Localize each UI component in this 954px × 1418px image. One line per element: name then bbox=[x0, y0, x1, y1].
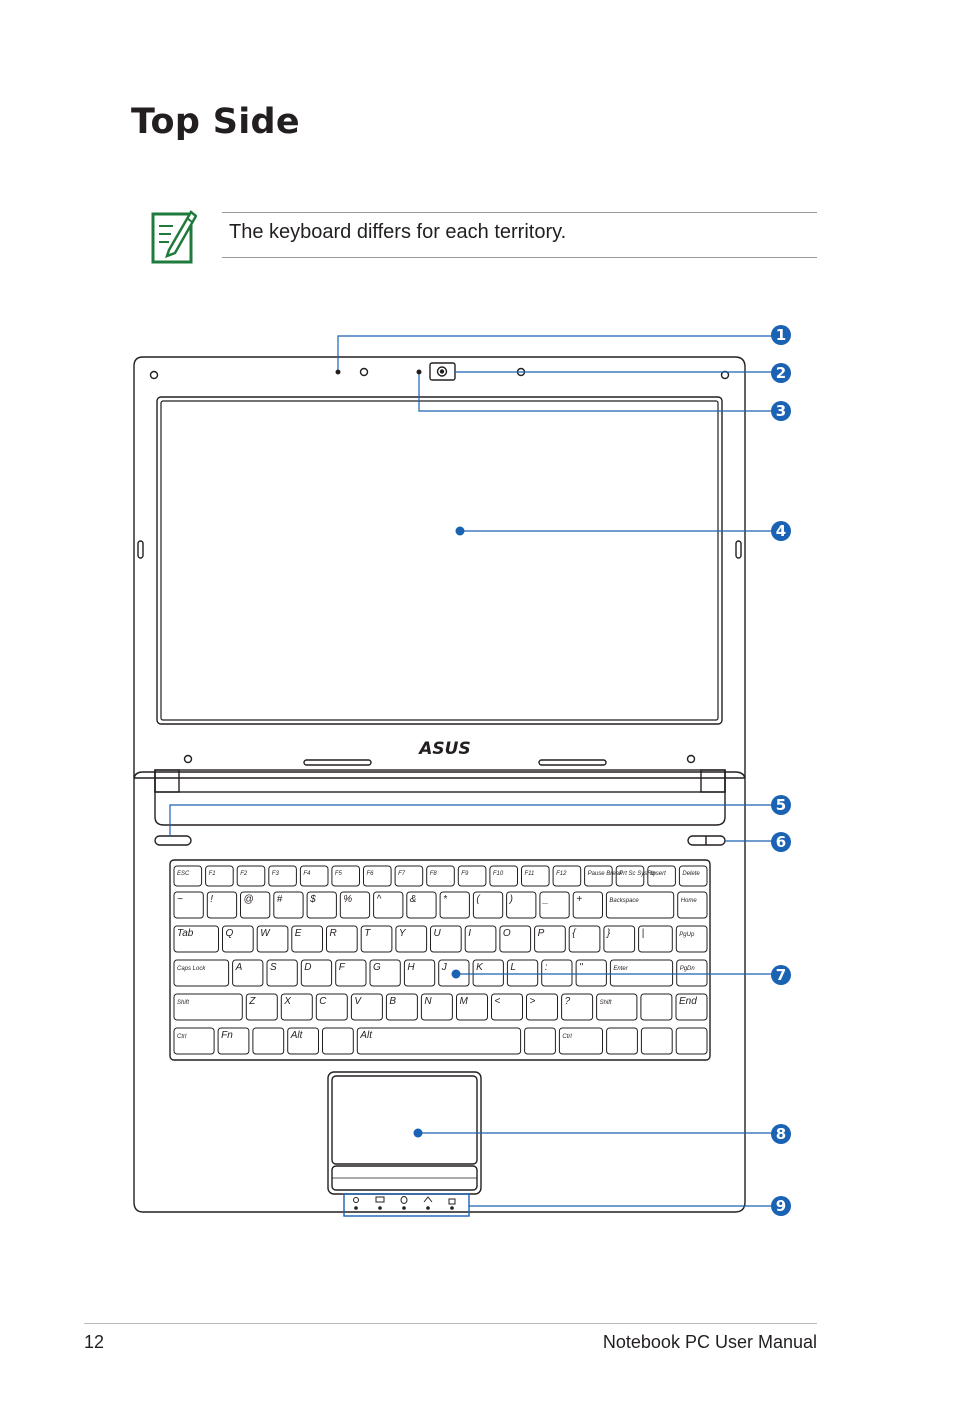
key bbox=[597, 994, 637, 1020]
key bbox=[641, 1028, 672, 1054]
key-label: > bbox=[529, 996, 536, 1007]
laptop-base bbox=[134, 772, 745, 1212]
key-label: W bbox=[260, 928, 270, 939]
key-label: _ bbox=[542, 894, 549, 905]
key bbox=[677, 960, 707, 986]
callout-9: 9 bbox=[775, 1197, 787, 1215]
key-label: Alt bbox=[360, 1030, 372, 1041]
footer-rule bbox=[84, 1323, 817, 1324]
key-label: F10 bbox=[492, 871, 504, 877]
key-label: : bbox=[544, 962, 548, 973]
display-lid bbox=[134, 357, 745, 778]
key-label: F7 bbox=[398, 871, 406, 877]
key-label: $ bbox=[310, 894, 316, 905]
key-label: X bbox=[284, 996, 291, 1007]
key-label: ? bbox=[564, 996, 571, 1007]
key-label: Shift bbox=[177, 1000, 190, 1006]
key-label: J bbox=[441, 962, 447, 973]
key-label: Z bbox=[249, 996, 256, 1007]
key-label: PgUp bbox=[679, 932, 695, 938]
key-label: F1 bbox=[208, 871, 216, 877]
key-label: @ bbox=[243, 894, 254, 905]
key bbox=[174, 1028, 214, 1054]
key-label: Enter bbox=[613, 966, 628, 972]
manual-title: Notebook PC User Manual bbox=[602, 1332, 817, 1352]
key-label: Y bbox=[398, 928, 406, 939]
touchpad-pointer bbox=[414, 1129, 423, 1138]
callout-1: 1 bbox=[775, 326, 787, 344]
key-label: | bbox=[641, 928, 645, 939]
key-label: Caps Lock bbox=[177, 966, 206, 972]
key-label: A bbox=[235, 962, 243, 973]
touchpad bbox=[332, 1076, 477, 1164]
key-label: Ctrl bbox=[562, 1034, 572, 1040]
lid-side-bumper-left bbox=[138, 541, 143, 558]
key-label: E bbox=[294, 928, 302, 939]
key-label: Backspace bbox=[609, 898, 639, 904]
key-label: D bbox=[304, 962, 312, 973]
key-label: " bbox=[579, 962, 583, 973]
key-label: ) bbox=[509, 894, 513, 905]
key bbox=[253, 1028, 284, 1054]
key bbox=[676, 926, 707, 952]
key-label: Fn bbox=[221, 1030, 233, 1041]
key-label: N bbox=[424, 996, 432, 1007]
key-label: Prt Sc SysRq bbox=[619, 871, 655, 877]
key-label: ( bbox=[476, 894, 480, 905]
key-label: < bbox=[494, 996, 501, 1007]
key-label: Insert bbox=[650, 871, 666, 877]
hinge-bar bbox=[155, 770, 725, 792]
key bbox=[678, 892, 707, 918]
key bbox=[641, 994, 672, 1020]
key-label: PgDn bbox=[679, 966, 695, 972]
key-label: S bbox=[270, 962, 277, 973]
key-label: Tab bbox=[177, 928, 194, 939]
camera-indicator bbox=[417, 370, 421, 374]
lid-bumper-left bbox=[151, 372, 158, 379]
microphone bbox=[336, 370, 340, 374]
key-label: Pause Break bbox=[587, 871, 622, 877]
key-label: Q bbox=[225, 928, 234, 939]
callout-3: 3 bbox=[775, 402, 787, 420]
key-label: Shift bbox=[599, 1000, 612, 1006]
key bbox=[559, 1028, 602, 1054]
key-label: Ctrl bbox=[177, 1034, 187, 1040]
key bbox=[606, 892, 673, 918]
key-label: L bbox=[510, 962, 516, 973]
key-label: O bbox=[502, 928, 511, 939]
key-label: ~ bbox=[177, 894, 183, 905]
callout-2: 2 bbox=[775, 364, 787, 382]
key-label: Delete bbox=[682, 871, 700, 877]
key-label: C bbox=[319, 996, 327, 1007]
key bbox=[174, 994, 242, 1020]
page-title: Top Side bbox=[131, 102, 300, 142]
key bbox=[676, 1028, 707, 1054]
key-label: F12 bbox=[556, 871, 567, 877]
key bbox=[357, 1028, 520, 1054]
key-label: M bbox=[459, 996, 468, 1007]
lid-side-bumper-right bbox=[736, 541, 741, 558]
key-label: F bbox=[338, 962, 345, 973]
key bbox=[610, 960, 672, 986]
key-label: I bbox=[468, 928, 471, 939]
key-label: # bbox=[276, 894, 283, 905]
power-button bbox=[155, 836, 191, 845]
key-label: F9 bbox=[461, 871, 469, 877]
key-label: F6 bbox=[366, 871, 374, 877]
key-label: % bbox=[343, 894, 353, 905]
display-pointer bbox=[456, 527, 465, 536]
key-label: V bbox=[354, 996, 362, 1007]
key-label: } bbox=[606, 928, 611, 939]
key-label: & bbox=[409, 894, 417, 905]
key-label: { bbox=[572, 928, 576, 939]
key-label: F3 bbox=[271, 871, 279, 877]
key-label: ! bbox=[210, 894, 214, 905]
key-label: K bbox=[476, 962, 483, 973]
asus-logo: ASUS bbox=[419, 739, 471, 759]
callout-4: 4 bbox=[775, 522, 787, 540]
display-panel bbox=[161, 401, 718, 720]
callout-6: 6 bbox=[775, 833, 787, 851]
keyboard-pointer bbox=[452, 970, 461, 979]
key-label: T bbox=[364, 928, 371, 939]
callout-8: 8 bbox=[775, 1125, 787, 1143]
callout-line-1 bbox=[338, 336, 772, 370]
key bbox=[323, 1028, 354, 1054]
key-label: H bbox=[407, 962, 415, 973]
key-label: F4 bbox=[303, 871, 311, 877]
key-label: F2 bbox=[240, 871, 248, 877]
key-label: Alt bbox=[290, 1030, 303, 1041]
key-label: P bbox=[537, 928, 545, 939]
callout-line-3 bbox=[419, 374, 772, 411]
note-text: The keyboard differs for each territory. bbox=[229, 221, 567, 243]
key-label: B bbox=[389, 996, 397, 1007]
key-label: End bbox=[679, 996, 697, 1007]
key bbox=[174, 960, 229, 986]
key-label: F11 bbox=[524, 871, 535, 877]
key-label: F8 bbox=[429, 871, 437, 877]
key-label: G bbox=[373, 962, 381, 973]
key-label: ESC bbox=[177, 871, 190, 877]
key-label: ^ bbox=[376, 894, 382, 905]
key-label: * bbox=[443, 894, 448, 905]
key-label: + bbox=[576, 894, 583, 905]
key-label: R bbox=[329, 928, 337, 939]
key-label: F5 bbox=[334, 871, 342, 877]
key-label: Home bbox=[680, 898, 697, 904]
display-bezel bbox=[157, 397, 722, 724]
key bbox=[607, 1028, 638, 1054]
key-label: U bbox=[433, 928, 441, 939]
callout-badges bbox=[771, 325, 791, 1216]
callout-line-5 bbox=[170, 805, 772, 836]
lid-bumper-center-left bbox=[361, 369, 368, 376]
callout-7: 7 bbox=[775, 966, 787, 984]
page-number: 12 bbox=[84, 1332, 105, 1352]
callout-5: 5 bbox=[775, 796, 787, 814]
key bbox=[525, 1028, 556, 1054]
